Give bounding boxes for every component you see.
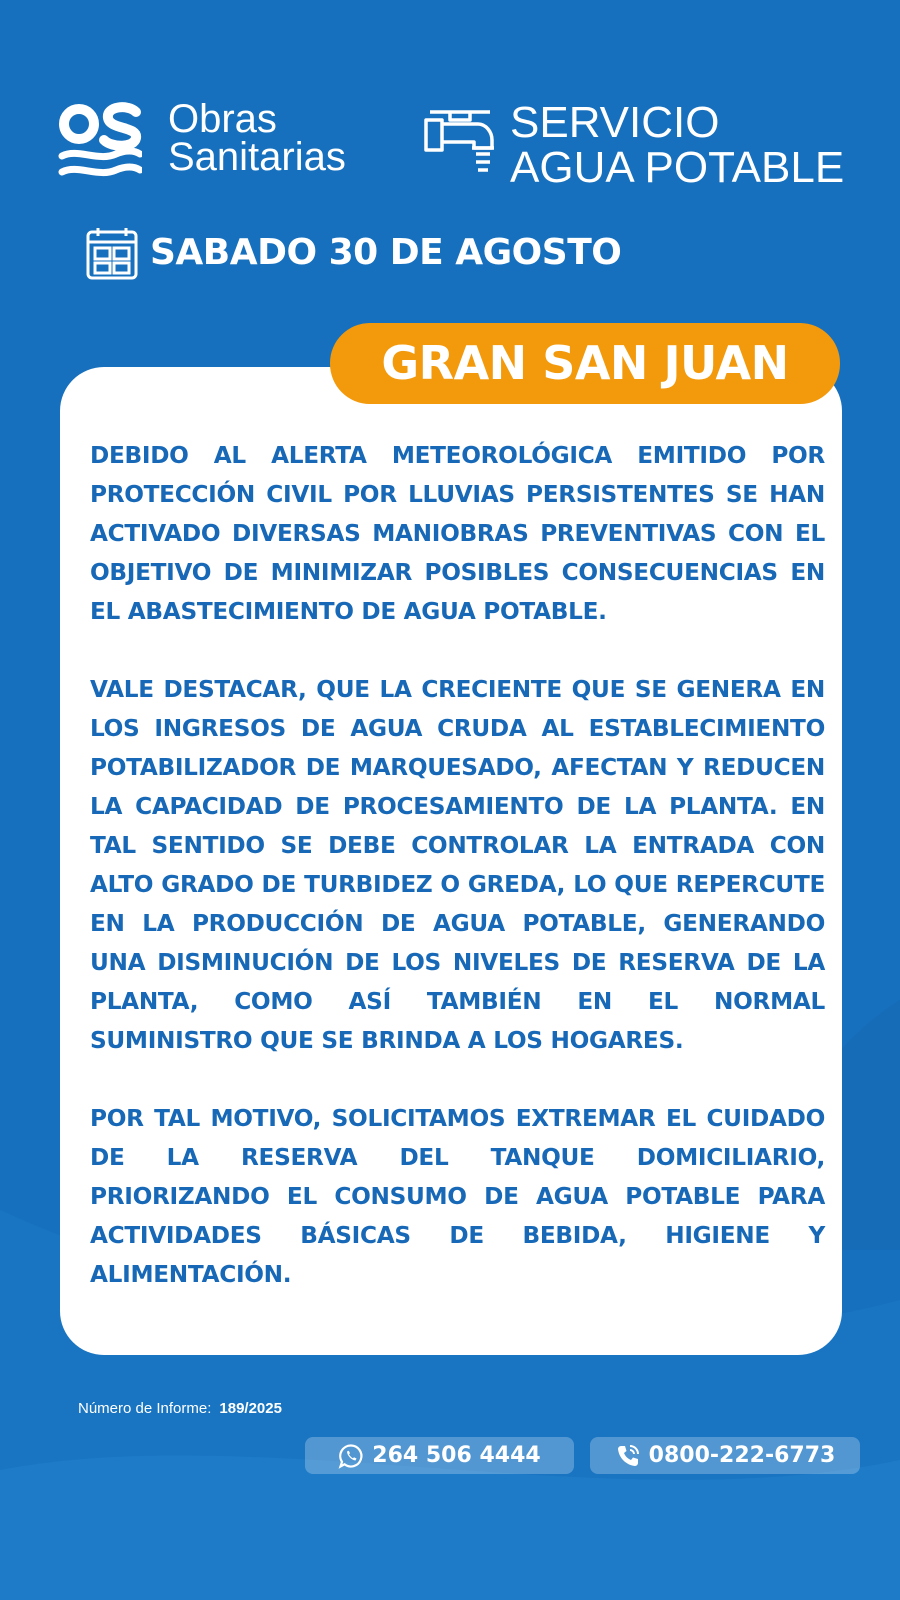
os-logo-icon [58,100,142,184]
notice-paragraph-3: POR TAL MOTIVO, SOLICITAMOS EXTREMAR EL CUIDADO DE LA RESERVA DEL TANQUE DOMICILIARIO, PRIORIZANDO EL CONSUMO DE AGUA POTABLE PARA ACTIVIDADES BÁSICAS DE BEBIDA, HIGIENE Y ALIMENTACIÓN. [90,1105,825,1288]
brand-name [168,97,346,179]
brand-line-2: Sanitarias [168,135,346,179]
whatsapp-contact[interactable] [305,1437,574,1474]
date-label: SABADO 30 DE AGOSTO [150,232,622,273]
report-info [78,1400,282,1417]
phone-contact[interactable] [590,1437,860,1474]
notice-paragraph-2: VALE DESTACAR, QUE LA CRECIENTE QUE SE GENERA EN LOS INGRESOS DE AGUA CRUDA AL ESTABLECIMIENTO POTABILIZADOR DE MARQUESADO, AFECTAN Y REDUCEN LA CAPACIDAD DE PROCESAMIENTO DE LA PLANTA. EN TAL SENTIDO SE DEBE CONTROLAR LA ENTRADA CON ALTO GRADO DE TURBIDEZ O GREDA, LO QUE REPERCUTE EN LA PRODUCCIÓN DE AGUA POTABLE, GENERANDO UNA DISMINUCIÓN DE LOS NIVELES DE RESERVA DE LA PLANTA, COMO ASÍ TAMBIÉN EN EL NORMAL SUMINISTRO QUE SE BRINDA A LOS HOGARES. [90,676,825,1054]
report-label: Número de Informe: [78,1400,212,1417]
service-line-1: SERVICIO [510,98,720,147]
notice-paragraph-1: DEBIDO AL ALERTA METEOROLÓGICA EMITIDO POR PROTECCIÓN CIVIL POR LLUVIAS PERSISTENTES SE HAN ACTIVADO DIVERSAS MANIOBRAS PREVENTIVAS CON EL OBJETIVO DE MINIMIZAR POSIBLES CONSECUENCIAS EN EL ABASTECIMIENTO DE AGUA POTABLE. [90,442,825,625]
report-number: 189/2025 [219,1400,282,1417]
whatsapp-icon [338,1443,364,1469]
whatsapp-number: 264 506 4444 [372,1443,541,1468]
service-line-2: AGUA POTABLE [510,143,845,192]
service-title [510,100,844,190]
faucet-icon [424,106,500,186]
brand-line-1: Obras [168,97,277,141]
calendar-icon [86,226,138,280]
header [0,0,900,200]
region-badge: GRAN SAN JUAN [330,323,840,404]
notice-body [90,436,825,1333]
phone-icon [615,1443,641,1469]
phone-number: 0800-222-6773 [648,1443,836,1468]
